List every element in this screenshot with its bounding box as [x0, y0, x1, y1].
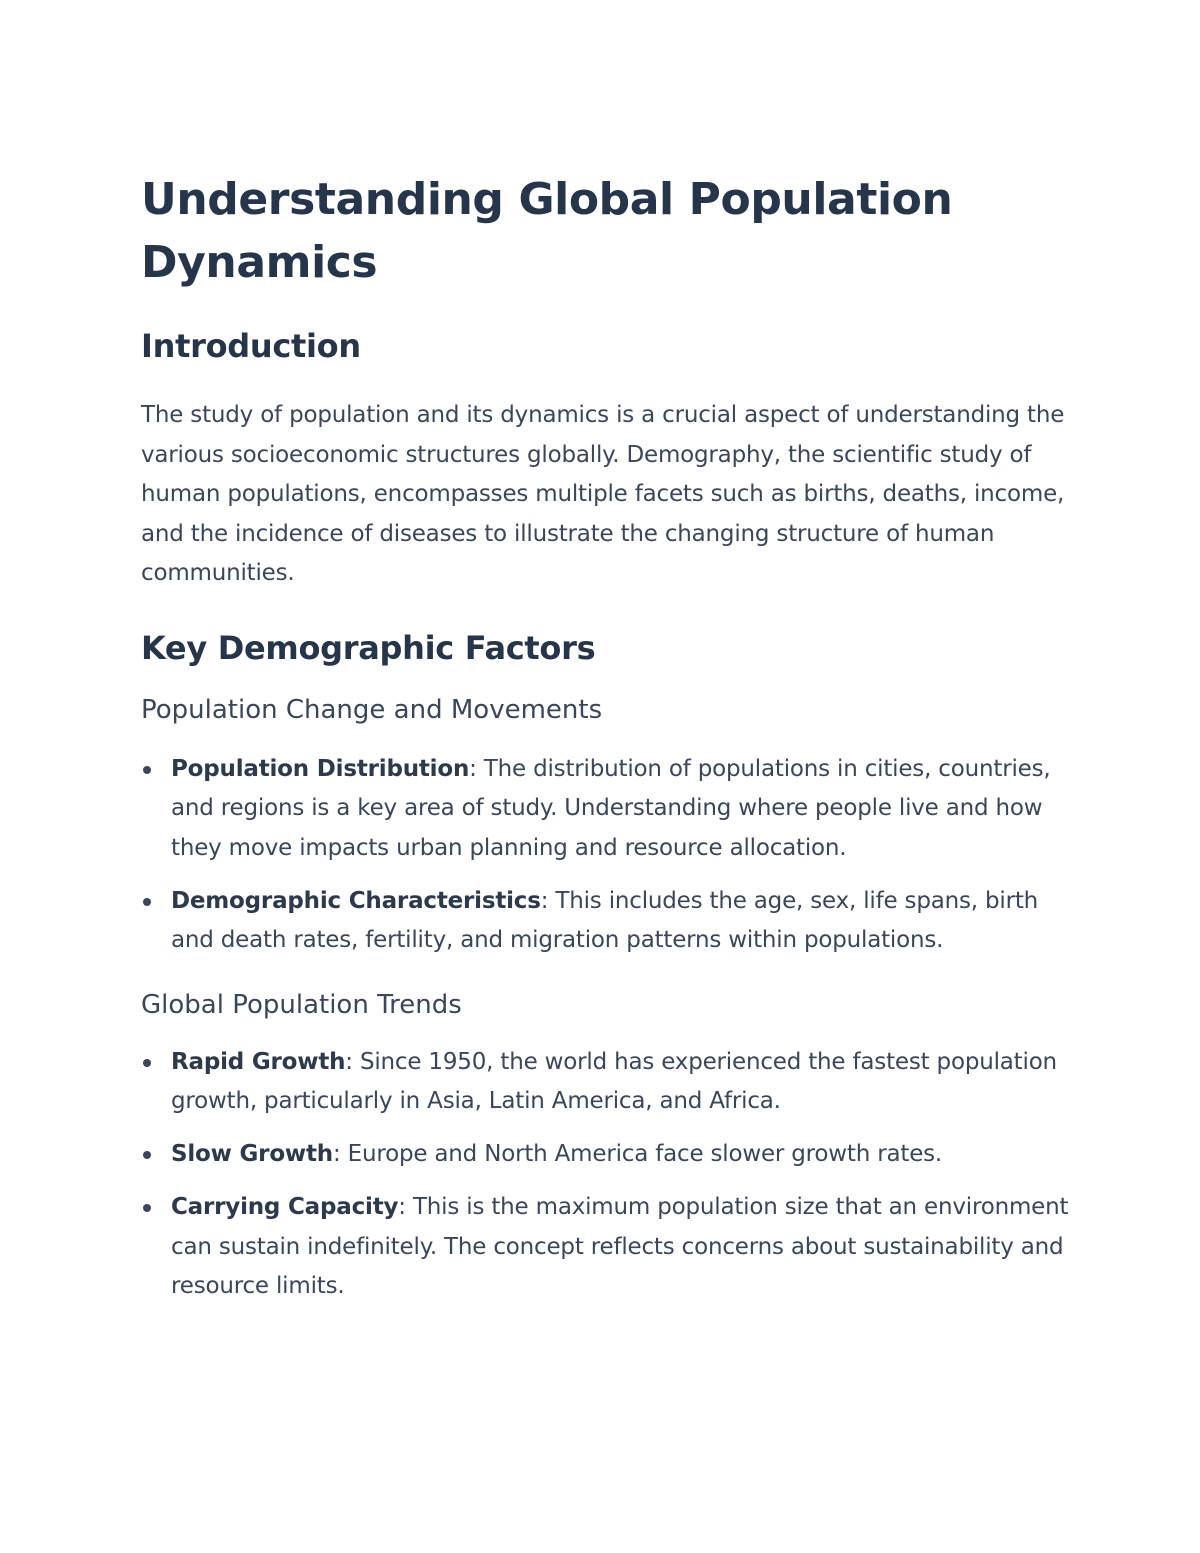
item-term: Slow Growth [171, 1141, 333, 1167]
introduction-paragraph: The study of population and its dynamics is a crucial aspect of understanding the various socioeconomic structures globally. Demography, the scientific study of human populations, encompasses multiple facets such as births, deaths, income, and the incidence of diseases to illustrate the changing structure of human communities. [141, 402, 1065, 586]
bullet-icon [143, 766, 151, 774]
item-term: Rapid Growth [171, 1048, 346, 1075]
population-change-heading: Population Change and Movements [141, 694, 603, 725]
list-item [141, 750, 1071, 869]
document-title: Understanding Global Population Dynamics [141, 174, 953, 288]
key-factors-heading: Key Demographic Factors [141, 628, 596, 667]
item-text: : This includes the age, sex, life spans, birth and death rates, fertility, and migration patterns within populations. [171, 887, 1039, 953]
list-item [141, 1135, 1071, 1175]
global-trends-heading: Global Population Trends [141, 989, 462, 1020]
list-item [141, 1188, 1071, 1307]
population-change-list [141, 750, 1071, 961]
list-item [141, 1043, 1071, 1122]
introduction-heading: Introduction [141, 327, 361, 365]
global-trends-list [141, 1043, 1071, 1307]
item-term: Population Distribution [171, 755, 470, 782]
bullet-icon [143, 1151, 151, 1159]
item-text: : Since 1950, the world has experienced the fastest population growth, particularly in Asia, Latin America, and Africa. [171, 1048, 1057, 1114]
item-text: : Europe and North America face slower growth rates. [332, 1141, 943, 1167]
document-page [141, 168, 1071, 1320]
bullet-icon [143, 898, 151, 906]
item-term: Demographic Characteristics [171, 887, 541, 914]
bullet-icon [143, 1204, 151, 1212]
item-text: : The distribution of populations in cities, countries, and regions is a key area of study. Understanding where people live and how they move impacts urban planning and resource allocation. [171, 755, 1051, 861]
list-item [141, 882, 1071, 961]
item-term: Carrying Capacity [171, 1194, 399, 1220]
bullet-icon [143, 1059, 151, 1067]
item-text: : This is the maximum population size that an environment can sustain indefinitely. The concept reflects concerns about sustainability and resource limits. [171, 1194, 1069, 1299]
